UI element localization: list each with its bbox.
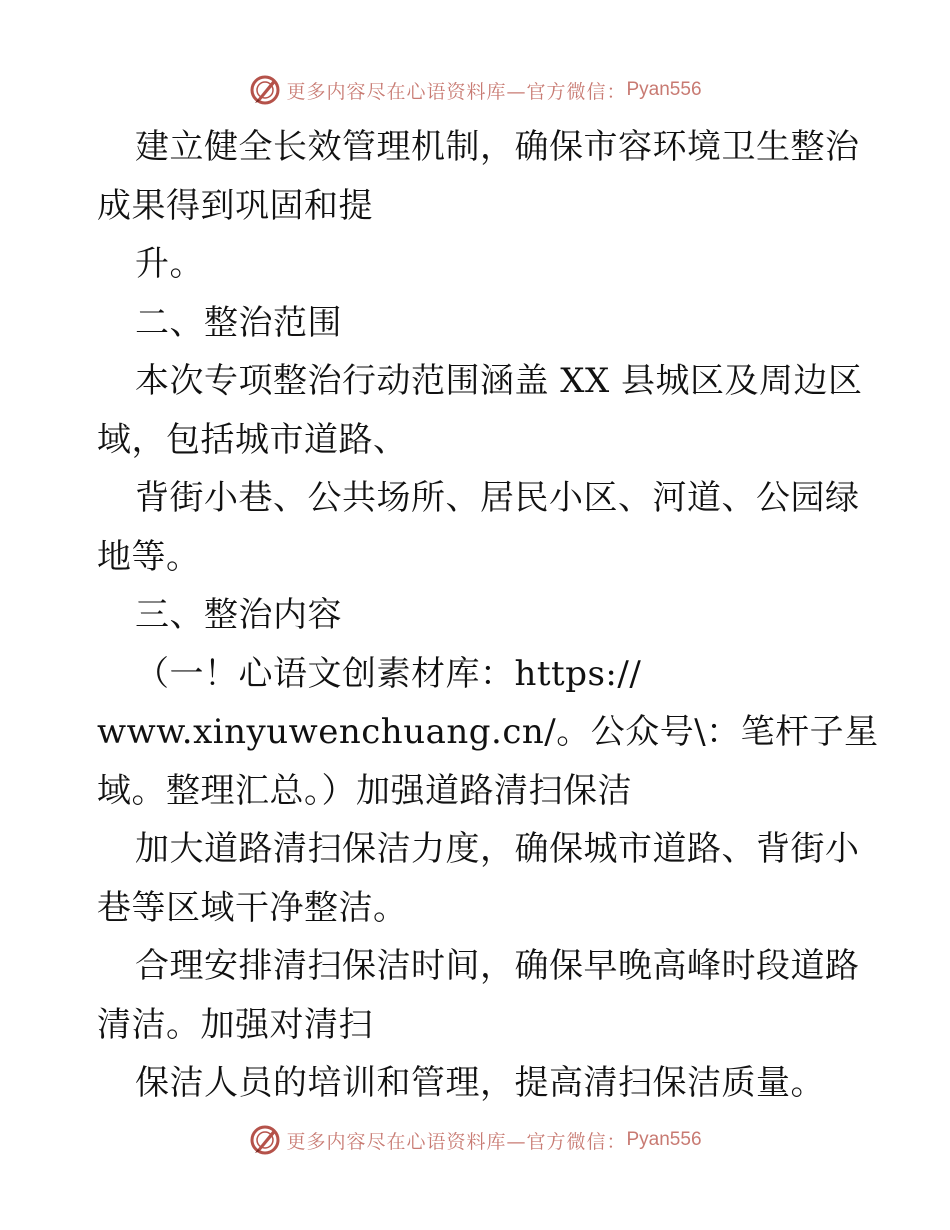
watermark-wechat-id: Pyan556	[626, 1129, 702, 1150]
quill-seal-icon	[248, 73, 282, 107]
header-watermark	[0, 72, 950, 108]
section-heading: 二、整治范围	[135, 302, 342, 343]
body-line: 升。	[135, 244, 204, 284]
body-line: 本次专项整治行动范围涵盖 XX 县城区及周边区	[135, 361, 863, 401]
watermark-text: 更多内容尽在心语资料库—官方微信：	[286, 80, 627, 103]
body-line: 巷等区域干净整洁。	[97, 887, 408, 928]
document-body	[97, 118, 879, 1113]
body-line: 加大道路清扫保洁力度，确保城市道路、背街小	[135, 829, 860, 869]
body-line: （一！心语文创素材库：https://	[135, 653, 642, 694]
watermark-text: 更多内容尽在心语资料库—官方微信：	[286, 1130, 627, 1153]
body-line: 背街小巷、公共场所、居民小区、河道、公园绿	[135, 478, 860, 518]
body-line: 成果得到巩固和提	[97, 185, 373, 226]
watermark-wechat-id: Pyan556	[626, 79, 702, 100]
footer-watermark	[0, 1122, 950, 1158]
body-line: 保洁人员的培训和管理，提高清扫保洁质量。	[135, 1063, 825, 1103]
body-line: 清洁。加强对清扫	[97, 1004, 373, 1045]
body-line: 域。整理汇总。）加强道路清扫保洁	[97, 770, 632, 811]
body-line: www.xinyuwenchuang.cn/。公众号\：笔杆子星	[97, 712, 879, 752]
section-heading: 三、整治内容	[135, 595, 342, 635]
body-line: 地等。	[97, 536, 201, 577]
body-line: 合理安排清扫保洁时间，确保早晚高峰时段道路	[135, 946, 860, 986]
body-line: 域，包括城市道路、	[97, 419, 408, 460]
quill-seal-icon	[248, 1123, 282, 1157]
body-line: 建立健全长效管理机制，确保市容环境卫生整治	[135, 127, 860, 167]
